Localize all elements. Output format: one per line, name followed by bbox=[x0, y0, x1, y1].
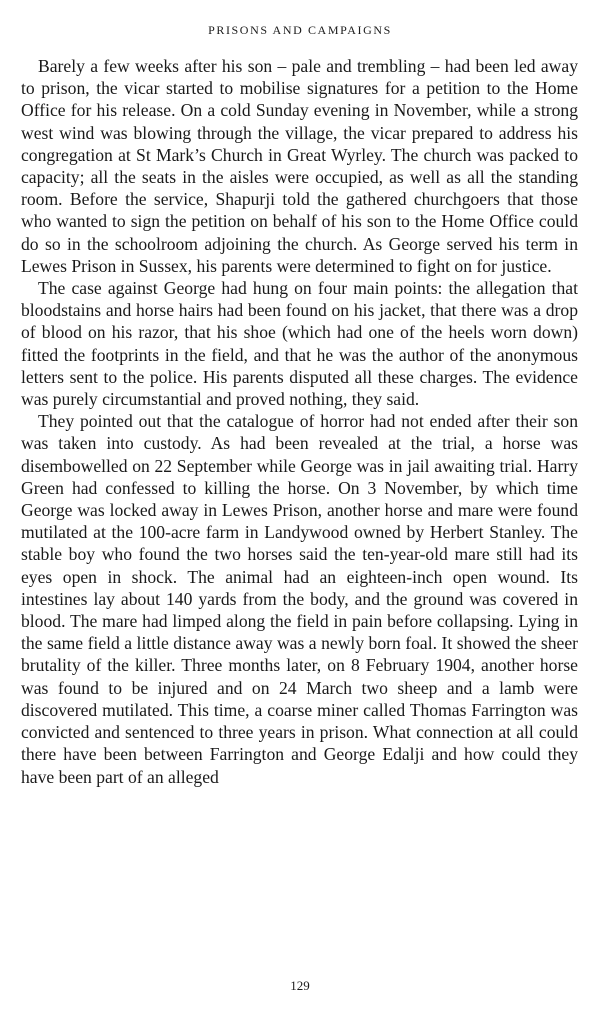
paragraph-1: Barely a few weeks after his son – pale and trembling – had been led away to prison, the vicar started to mobilise signatures for a petition to the Home Office for his release. On a cold Sunday evening in November, while a strong west wind was blowing through the village, the vicar prepared to address his congregation at St Mark’s Church in Great Wyrley. The church was packed to capacity; all the seats in the aisles were occupied, as well as all the standing room. Before the service, Shapurji told the gathered churchgoers that those who wanted to sign the petition on behalf of his son to the Home Office could do so in the schoolroom adjoining the church. As George served his term in Lewes Prison in Sussex, his parents were determined to fight on for justice. bbox=[21, 56, 578, 276]
running-head: PRISONS AND CAMPAIGNS bbox=[208, 23, 392, 37]
paragraph-3: They pointed out that the catalogue of horror had not ended after their son was taken into custody. As had been revealed at the trial, a horse was disembowelled on 22 September while George was in jail awaiting trial. Harry Green had confessed to killing the horse. On 3 November, by which time George was locked away in Lewes Prison, another horse and mare were found mutilated at the 100-acre farm in Landywood owned by Herbert Stanley. The stable boy who found the two horses said the ten-year-old mare still had its eyes open in shock. The animal had an eighteen-inch open wound. Its intestines lay about 140 yards from the body, and the ground was covered in blood. The mare had limped along the field in pain before collapsing. Lying in the same field a little distance away was a newly born foal. It showed the sheer brutality of the killer. Three months later, on 8 February 1904, another horse was found to be injured and on 24 March two sheep and a lamb were discovered mutilated. This time, a coarse miner called Thomas Farrington was convicted and sentenced to three years in prison. What connection at all could there have been between Farrington and George Edalji and how could they have been part of an alleged bbox=[21, 411, 578, 787]
body-text bbox=[21, 55, 578, 788]
paragraph-2: The case against George had hung on four main points: the allegation that bloodstains and horse hairs had been found on his jacket, that there was a drop of blood on his razor, that his shoe (which had one of the heels worn down) fitted the footprints in the field, and that he was the author of the anonymous letters sent to the police. His parents disputed all these charges. The evidence was purely circumstantial and proved nothing, they said. bbox=[21, 278, 578, 410]
page-number: 129 bbox=[290, 978, 310, 993]
